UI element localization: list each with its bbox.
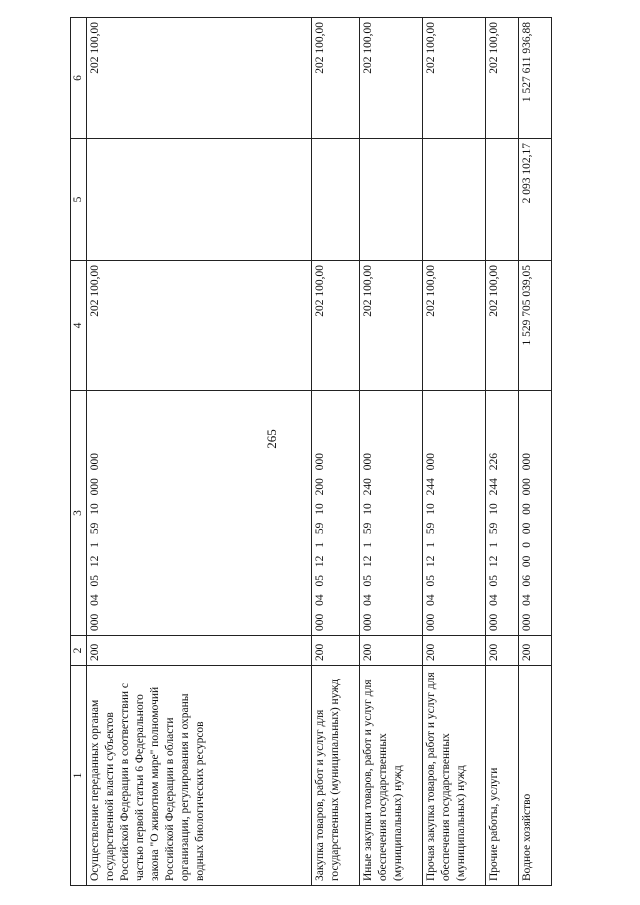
row-name: Прочие работы, услуги [486, 666, 519, 886]
row-name: Прочая закупка товаров, работ и услуг для обеспечения государственных (муниципальных) нужд [423, 666, 486, 886]
row-admin-code: 200 [519, 636, 552, 666]
table-row [360, 18, 423, 886]
row-admin-code: 200 [312, 636, 360, 666]
page-number: 265 [264, 429, 279, 449]
row-amount-col6: 202 100,00 [486, 18, 519, 139]
row-amount-col6: 202 100,00 [423, 18, 486, 139]
row-name: Иные закупки товаров, работ и услуг для обеспечения государственных (муниципальных) нужд [360, 666, 423, 886]
table-row [423, 18, 486, 886]
row-amount-col6: 1 527 611 936,88 [519, 18, 552, 139]
row-admin-code: 200 [87, 636, 312, 666]
row-classification-code: 000 04 05 12 1 59 10 244 000 [423, 391, 486, 636]
table-row [87, 18, 312, 886]
row-amount-col5 [87, 139, 312, 261]
row-name: Осуществление переданных органам государственной власти субъектов Российской Федерации в соответствии с частью первой статьи 6 Федерального закона "О животном мире" полномочий Российской Федерации в области организации, регулирования и охраны водных биологических ресурсов [87, 666, 312, 886]
row-classification-code: 000 04 05 12 1 59 10 200 000 [312, 391, 360, 636]
budget-table [70, 17, 552, 886]
row-amount-col6: 202 100,00 [87, 18, 312, 139]
column-header: 3 [71, 391, 87, 636]
column-header: 4 [71, 261, 87, 391]
row-amount-col6: 202 100,00 [360, 18, 423, 139]
column-number-row [71, 18, 87, 886]
table-row [486, 18, 519, 886]
table-row [519, 18, 552, 886]
column-header: 6 [71, 18, 87, 139]
table-row [312, 18, 360, 886]
row-amount-col4: 202 100,00 [423, 261, 486, 391]
row-classification-code: 000 04 05 12 1 59 10 244 226 [486, 391, 519, 636]
row-amount-col5 [360, 139, 423, 261]
row-admin-code: 200 [423, 636, 486, 666]
column-header: 2 [71, 636, 87, 666]
row-amount-col5 [486, 139, 519, 261]
row-classification-code: 000 04 05 12 1 59 10 240 000 [360, 391, 423, 636]
row-name: Закупка товаров, работ и услуг для государственных (муниципальных) нужд [312, 666, 360, 886]
row-name: Водное хозяйство [519, 666, 552, 886]
row-amount-col4: 1 529 705 039,05 [519, 261, 552, 391]
row-amount-col4: 202 100,00 [312, 261, 360, 391]
row-admin-code: 200 [486, 636, 519, 666]
rotated-page-content [70, 18, 565, 886]
row-amount-col5: 2 093 102,17 [519, 139, 552, 261]
row-amount-col6: 202 100,00 [312, 18, 360, 139]
row-amount-col5 [423, 139, 486, 261]
row-admin-code: 200 [360, 636, 423, 666]
row-amount-col4: 202 100,00 [87, 261, 312, 391]
column-header: 1 [71, 666, 87, 886]
row-amount-col5 [312, 139, 360, 261]
row-amount-col4: 202 100,00 [360, 261, 423, 391]
column-header: 5 [71, 139, 87, 261]
row-classification-code: 000 04 06 00 0 00 00 000 000 [519, 391, 552, 636]
row-amount-col4: 202 100,00 [486, 261, 519, 391]
row-classification-code: 000 04 05 12 1 59 10 000 000 [87, 391, 312, 636]
